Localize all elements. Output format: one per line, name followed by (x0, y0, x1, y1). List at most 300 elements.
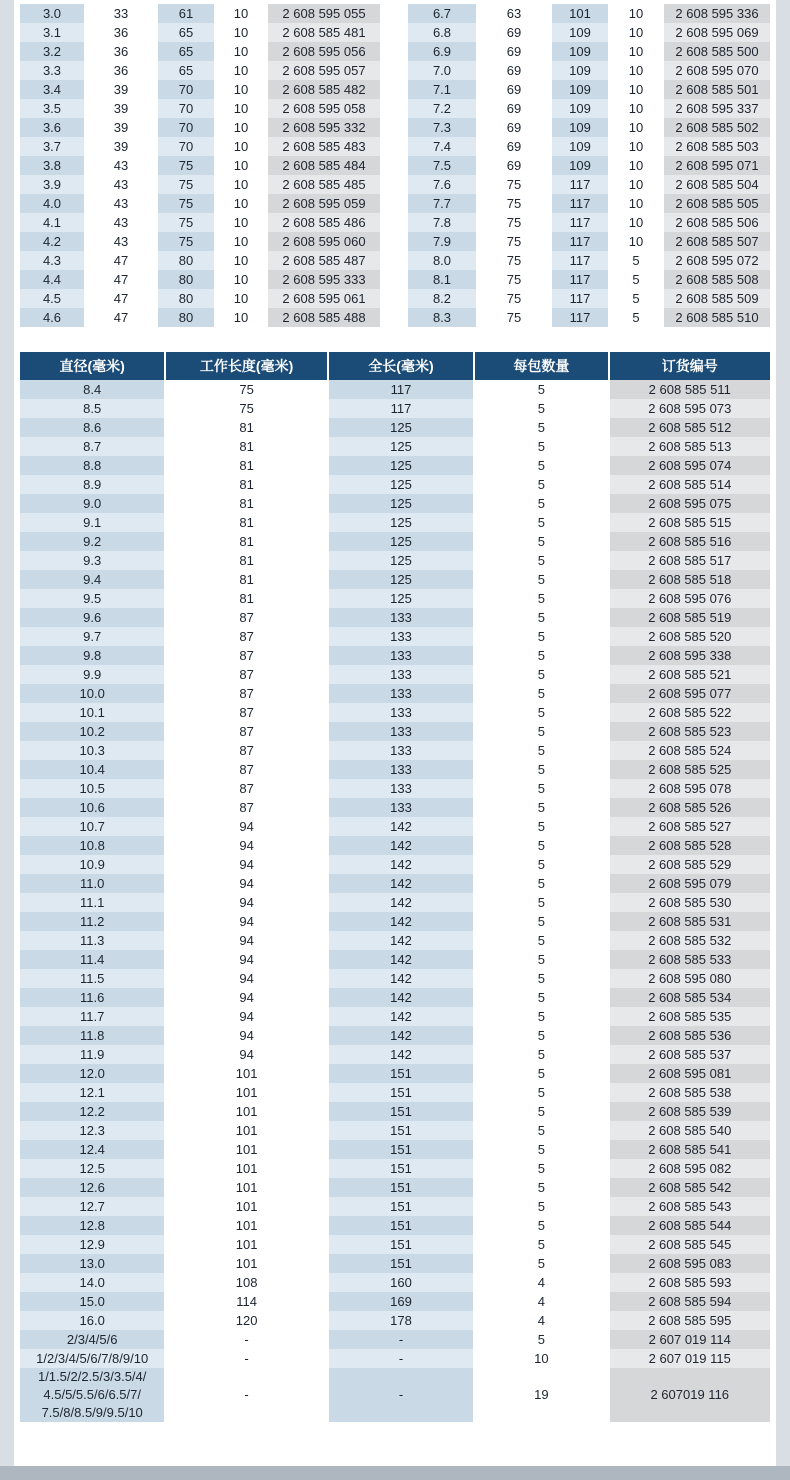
cell-total-length: 75 (158, 194, 214, 213)
cell-pack-quantity: 5 (475, 437, 607, 456)
cell-pack-quantity: 5 (475, 475, 607, 494)
cell-working-length: 81 (166, 589, 326, 608)
cell-pack-quantity: 5 (475, 589, 607, 608)
cell-diameter: 12.0 (20, 1064, 164, 1083)
cell-diameter: 8.9 (20, 475, 164, 494)
cell-order-number: 2 608 595 072 (664, 251, 770, 270)
cell-order-number: 2 608 585 512 (610, 418, 770, 437)
cell-order-number: 2 608 585 518 (610, 570, 770, 589)
cell-order-number: 2 608 585 528 (610, 836, 770, 855)
cell-working-length: 87 (166, 703, 326, 722)
cell-working-length: 101 (166, 1159, 326, 1178)
cell-pack-quantity: 10 (610, 156, 662, 175)
table-row (20, 703, 770, 722)
cell-diameter: 7.4 (408, 137, 476, 156)
cell-diameter: 12.1 (20, 1083, 164, 1102)
cell-order-number: 2 608 595 060 (268, 232, 380, 251)
cell-total-length: 125 (329, 551, 473, 570)
cell-pack-quantity: 5 (475, 513, 607, 532)
cell-pack-quantity: 10 (610, 175, 662, 194)
cell-diameter: 11.7 (20, 1007, 164, 1026)
cell-working-length: 94 (166, 855, 326, 874)
cell-working-length: 87 (166, 608, 326, 627)
cell-order-number: 2 608 585 503 (664, 137, 770, 156)
cell-diameter: 9.2 (20, 532, 164, 551)
cell-diameter: 7.5 (408, 156, 476, 175)
cell-pack-quantity: 10 (216, 4, 266, 23)
table-row (20, 80, 380, 99)
cell-pack-quantity: 10 (610, 23, 662, 42)
table-row (408, 23, 770, 42)
cell-pack-quantity: 19 (475, 1368, 607, 1422)
cell-order-number: 2 608 585 595 (610, 1311, 770, 1330)
cell-working-length: 63 (478, 4, 550, 23)
table-row (408, 175, 770, 194)
cell-pack-quantity: 10 (216, 118, 266, 137)
cell-working-length: 69 (478, 156, 550, 175)
table-row (20, 418, 770, 437)
cell-diameter: 8.2 (408, 289, 476, 308)
cell-diameter: 7.7 (408, 194, 476, 213)
cell-working-length: 81 (166, 437, 326, 456)
cell-diameter: 11.0 (20, 874, 164, 893)
cell-working-length: 94 (166, 950, 326, 969)
cell-working-length: 114 (166, 1292, 326, 1311)
cell-working-length: 39 (86, 137, 156, 156)
cell-pack-quantity: 10 (216, 175, 266, 194)
cell-total-length: 101 (552, 4, 608, 23)
cell-pack-quantity: 5 (475, 1102, 607, 1121)
cell-pack-quantity: 5 (475, 969, 607, 988)
bottom-bar (0, 1466, 790, 1480)
table-row (20, 380, 770, 399)
cell-diameter: 11.3 (20, 931, 164, 950)
cell-total-length: 169 (329, 1292, 473, 1311)
cell-pack-quantity: 10 (216, 23, 266, 42)
cell-order-number: 2 608 585 544 (610, 1216, 770, 1235)
cell-diameter: 8.8 (20, 456, 164, 475)
cell-diameter: 10.0 (20, 684, 164, 703)
cell-diameter: 8.1 (408, 270, 476, 289)
cell-working-length: 101 (166, 1083, 326, 1102)
cell-working-length: 81 (166, 551, 326, 570)
table-row (20, 684, 770, 703)
table-row (20, 722, 770, 741)
cell-pack-quantity: 5 (475, 418, 607, 437)
cell-working-length: 87 (166, 779, 326, 798)
cell-total-length: 142 (329, 969, 473, 988)
table-row (20, 1083, 770, 1102)
cell-diameter: 12.8 (20, 1216, 164, 1235)
cell-total-length: 75 (158, 175, 214, 194)
cell-total-length: 109 (552, 61, 608, 80)
cell-pack-quantity: 5 (475, 741, 607, 760)
cell-working-length: 43 (86, 175, 156, 194)
cell-pack-quantity: 5 (475, 1235, 607, 1254)
cell-total-length: 109 (552, 99, 608, 118)
table-row (20, 589, 770, 608)
table-row (408, 308, 770, 327)
cell-diameter: 3.2 (20, 42, 84, 61)
cell-order-number: 2 608 585 525 (610, 760, 770, 779)
cell-order-number: 2 608 595 057 (268, 61, 380, 80)
table-row (20, 646, 770, 665)
cell-diameter: 11.1 (20, 893, 164, 912)
cell-order-number: 2 608 595 076 (610, 589, 770, 608)
cell-total-length: - (329, 1368, 473, 1422)
cell-working-length: 101 (166, 1102, 326, 1121)
cell-total-length: 151 (329, 1235, 473, 1254)
cell-pack-quantity: 5 (475, 456, 607, 475)
table-row (408, 42, 770, 61)
cell-pack-quantity: 10 (216, 80, 266, 99)
cell-pack-quantity: 10 (610, 137, 662, 156)
cell-diameter: 3.3 (20, 61, 84, 80)
cell-working-length: 75 (478, 289, 550, 308)
cell-working-length: 43 (86, 213, 156, 232)
table-row (20, 308, 380, 327)
cell-diameter: 8.0 (408, 251, 476, 270)
cell-working-length: 94 (166, 874, 326, 893)
cell-working-length: 101 (166, 1254, 326, 1273)
table-row (20, 1216, 770, 1235)
cell-working-length: 81 (166, 418, 326, 437)
cell-order-number: 2 608 585 501 (664, 80, 770, 99)
cell-working-length: 94 (166, 836, 326, 855)
cell-order-number: 2 608 585 523 (610, 722, 770, 741)
cell-diameter: 3.9 (20, 175, 84, 194)
cell-diameter: 1/2/3/4/5/6/7/8/9/10 (20, 1349, 164, 1368)
cell-diameter: 7.6 (408, 175, 476, 194)
cell-working-length: 94 (166, 1007, 326, 1026)
table-row (408, 213, 770, 232)
cell-order-number: 2 608 595 333 (268, 270, 380, 289)
cell-pack-quantity: 5 (475, 1045, 607, 1064)
cell-order-number: 2 608 585 535 (610, 1007, 770, 1026)
header-order-number: 订货编号 (610, 352, 770, 380)
cell-diameter: 13.0 (20, 1254, 164, 1273)
cell-pack-quantity: 5 (475, 570, 607, 589)
cell-diameter: 3.8 (20, 156, 84, 175)
cell-working-length: 43 (86, 156, 156, 175)
table-row (408, 289, 770, 308)
cell-pack-quantity: 10 (610, 61, 662, 80)
cell-total-length: 142 (329, 855, 473, 874)
cell-pack-quantity: 5 (475, 494, 607, 513)
cell-order-number: 2 608 585 482 (268, 80, 380, 99)
cell-working-length: 81 (166, 456, 326, 475)
cell-diameter: 4.3 (20, 251, 84, 270)
cell-working-length: 101 (166, 1064, 326, 1083)
cell-working-length: 39 (86, 80, 156, 99)
table-row (20, 893, 770, 912)
cell-total-length: 151 (329, 1102, 473, 1121)
cell-diameter: 4.4 (20, 270, 84, 289)
cell-total-length: 70 (158, 118, 214, 137)
table-row (408, 194, 770, 213)
cell-pack-quantity: 5 (475, 779, 607, 798)
cell-order-number: 2 608 595 080 (610, 969, 770, 988)
table-row (20, 1045, 770, 1064)
cell-working-length: 87 (166, 684, 326, 703)
cell-total-length: 80 (158, 308, 214, 327)
table-row (20, 251, 380, 270)
cell-order-number: 2 608 585 488 (268, 308, 380, 327)
cell-pack-quantity: 10 (216, 232, 266, 251)
cell-total-length: 65 (158, 42, 214, 61)
cell-pack-quantity: 5 (475, 380, 607, 399)
cell-total-length: 151 (329, 1159, 473, 1178)
cell-working-length: 101 (166, 1121, 326, 1140)
cell-total-length: 109 (552, 156, 608, 175)
cell-diameter: 6.8 (408, 23, 476, 42)
table-row (20, 988, 770, 1007)
cell-order-number: 2 608 585 481 (268, 23, 380, 42)
cell-diameter: 9.0 (20, 494, 164, 513)
cell-diameter: 1/1.5/2/2.5/3/3.5/4/ 4.5/5/5.5/6/6.5/7/ 7.5/8/8.5/9/9.5/10 (20, 1368, 164, 1422)
cell-total-length: 142 (329, 988, 473, 1007)
cell-pack-quantity: 5 (475, 817, 607, 836)
cell-pack-quantity: 5 (475, 893, 607, 912)
cell-total-length: 117 (552, 308, 608, 327)
cell-working-length: 36 (86, 42, 156, 61)
cell-diameter: 4.2 (20, 232, 84, 251)
table-row (20, 1292, 770, 1311)
cell-pack-quantity: 5 (475, 1064, 607, 1083)
cell-working-length: 101 (166, 1140, 326, 1159)
cell-order-number: 2 608 585 545 (610, 1235, 770, 1254)
cell-diameter: 9.6 (20, 608, 164, 627)
cell-order-number: 2 608 585 532 (610, 931, 770, 950)
table-row (408, 4, 770, 23)
header-diameter: 直径(毫米) (20, 352, 164, 380)
cell-pack-quantity: 5 (475, 551, 607, 570)
cell-total-length: 80 (158, 289, 214, 308)
cell-working-length: 39 (86, 118, 156, 137)
cell-order-number: 2 608 585 531 (610, 912, 770, 931)
cell-pack-quantity: 10 (216, 213, 266, 232)
cell-order-number: 2 608 585 529 (610, 855, 770, 874)
cell-working-length: 75 (478, 232, 550, 251)
cell-order-number: 2 608 585 527 (610, 817, 770, 836)
header-pack-quantity: 每包数量 (475, 352, 607, 380)
cell-pack-quantity: 5 (475, 1254, 607, 1273)
cell-diameter: 3.1 (20, 23, 84, 42)
cell-order-number: 2 608 595 332 (268, 118, 380, 137)
cell-order-number: 2 608 595 056 (268, 42, 380, 61)
cell-total-length: 133 (329, 741, 473, 760)
cell-diameter: 9.4 (20, 570, 164, 589)
cell-working-length: 87 (166, 646, 326, 665)
cell-total-length: 117 (552, 175, 608, 194)
table-row (20, 1121, 770, 1140)
cell-total-length: 70 (158, 80, 214, 99)
cell-pack-quantity: 5 (475, 874, 607, 893)
cell-order-number: 2 608 585 534 (610, 988, 770, 1007)
cell-diameter: 11.8 (20, 1026, 164, 1045)
cell-diameter: 11.9 (20, 1045, 164, 1064)
table-row (20, 665, 770, 684)
cell-working-length: 75 (166, 399, 326, 418)
cell-diameter: 10.2 (20, 722, 164, 741)
cell-working-length: 43 (86, 232, 156, 251)
cell-total-length: 142 (329, 893, 473, 912)
cell-working-length: 69 (478, 99, 550, 118)
cell-working-length: 81 (166, 570, 326, 589)
cell-order-number: 2 608 585 485 (268, 175, 380, 194)
table-row (20, 1197, 770, 1216)
table-row (20, 4, 380, 23)
cell-pack-quantity: 5 (475, 1216, 607, 1235)
cell-order-number: 2 608 585 509 (664, 289, 770, 308)
cell-pack-quantity: 5 (475, 608, 607, 627)
cell-diameter: 12.5 (20, 1159, 164, 1178)
cell-pack-quantity: 5 (475, 950, 607, 969)
cell-total-length: - (329, 1330, 473, 1349)
cell-working-length: 75 (478, 251, 550, 270)
cell-working-length: 69 (478, 61, 550, 80)
cell-total-length: 142 (329, 874, 473, 893)
cell-order-number: 2 608 585 511 (610, 380, 770, 399)
cell-pack-quantity: 5 (475, 684, 607, 703)
table-row (20, 1102, 770, 1121)
table-row (20, 23, 380, 42)
cell-working-length: 87 (166, 722, 326, 741)
cell-working-length: 87 (166, 760, 326, 779)
cell-diameter: 4.6 (20, 308, 84, 327)
cell-pack-quantity: 4 (475, 1311, 607, 1330)
cell-diameter: 16.0 (20, 1311, 164, 1330)
cell-order-number: 2 608 585 502 (664, 118, 770, 137)
cell-working-length: 36 (86, 61, 156, 80)
table-row (20, 836, 770, 855)
cell-diameter: 8.7 (20, 437, 164, 456)
cell-total-length: 80 (158, 251, 214, 270)
cell-pack-quantity: 10 (475, 1349, 607, 1368)
cell-diameter: 11.6 (20, 988, 164, 1007)
cell-total-length: - (329, 1349, 473, 1368)
cell-diameter: 14.0 (20, 1273, 164, 1292)
cell-order-number: 2 608 585 536 (610, 1026, 770, 1045)
cell-total-length: 117 (552, 289, 608, 308)
table-row (20, 513, 770, 532)
cell-pack-quantity: 5 (475, 1159, 607, 1178)
cell-diameter: 10.5 (20, 779, 164, 798)
cell-total-length: 151 (329, 1254, 473, 1273)
cell-pack-quantity: 10 (216, 61, 266, 80)
cell-working-length: 69 (478, 118, 550, 137)
cell-pack-quantity: 10 (216, 42, 266, 61)
cell-diameter: 6.9 (408, 42, 476, 61)
cell-working-length: 108 (166, 1273, 326, 1292)
cell-total-length: 75 (158, 213, 214, 232)
cell-order-number: 2 608 585 519 (610, 608, 770, 627)
cell-total-length: 142 (329, 912, 473, 931)
cell-total-length: 109 (552, 118, 608, 137)
cell-order-number: 2 608 595 337 (664, 99, 770, 118)
cell-total-length: 142 (329, 1007, 473, 1026)
cell-pack-quantity: 5 (475, 1007, 607, 1026)
cell-pack-quantity: 5 (610, 270, 662, 289)
table-row (20, 1330, 770, 1349)
cell-order-number: 2 608 585 540 (610, 1121, 770, 1140)
cell-total-length: 151 (329, 1140, 473, 1159)
cell-total-length: 125 (329, 494, 473, 513)
table-row (20, 1311, 770, 1330)
cell-pack-quantity: 5 (475, 665, 607, 684)
cell-total-length: 133 (329, 722, 473, 741)
cell-total-length: 109 (552, 80, 608, 99)
cell-total-length: 117 (552, 251, 608, 270)
cell-working-length: 81 (166, 532, 326, 551)
cell-diameter: 11.2 (20, 912, 164, 931)
cell-diameter: 6.7 (408, 4, 476, 23)
cell-total-length: 70 (158, 137, 214, 156)
cell-order-number: 2 608 595 075 (610, 494, 770, 513)
cell-pack-quantity: 5 (475, 1330, 607, 1349)
cell-diameter: 12.9 (20, 1235, 164, 1254)
cell-diameter: 4.0 (20, 194, 84, 213)
cell-order-number: 2 608 595 055 (268, 4, 380, 23)
table-row (20, 798, 770, 817)
cell-order-number: 2 608 585 530 (610, 893, 770, 912)
cell-diameter: 12.3 (20, 1121, 164, 1140)
cell-diameter: 12.2 (20, 1102, 164, 1121)
table-row (20, 1064, 770, 1083)
cell-working-length: 87 (166, 741, 326, 760)
cell-working-length: 87 (166, 798, 326, 817)
cell-working-length: 94 (166, 893, 326, 912)
cell-order-number: 2 608 585 541 (610, 1140, 770, 1159)
cell-order-number: 2 608 595 077 (610, 684, 770, 703)
cell-total-length: 70 (158, 99, 214, 118)
cell-working-length: 39 (86, 99, 156, 118)
cell-order-number: 2 608 595 071 (664, 156, 770, 175)
cell-diameter: 12.4 (20, 1140, 164, 1159)
cell-working-length: 81 (166, 513, 326, 532)
cell-order-number: 2 608 595 061 (268, 289, 380, 308)
cell-working-length: 43 (86, 194, 156, 213)
cell-total-length: 142 (329, 931, 473, 950)
cell-pack-quantity: 5 (475, 646, 607, 665)
cell-pack-quantity: 5 (610, 308, 662, 327)
cell-diameter: 10.3 (20, 741, 164, 760)
table-row (408, 118, 770, 137)
cell-diameter: 9.5 (20, 589, 164, 608)
cell-total-length: 133 (329, 665, 473, 684)
cell-order-number: 2 608 585 508 (664, 270, 770, 289)
cell-order-number: 2 608 585 514 (610, 475, 770, 494)
cell-pack-quantity: 5 (475, 760, 607, 779)
cell-total-length: 109 (552, 23, 608, 42)
cell-order-number: 2 608 585 487 (268, 251, 380, 270)
cell-diameter: 3.7 (20, 137, 84, 156)
cell-order-number: 2 608 595 078 (610, 779, 770, 798)
cell-total-length: 125 (329, 418, 473, 437)
cell-pack-quantity: 5 (475, 399, 607, 418)
cell-diameter: 9.1 (20, 513, 164, 532)
cell-total-length: 75 (158, 232, 214, 251)
table-row (20, 194, 380, 213)
cell-pack-quantity: 10 (216, 289, 266, 308)
main-spec-table (18, 352, 772, 1422)
cell-pack-quantity: 4 (475, 1273, 607, 1292)
table-row (20, 874, 770, 893)
table-row (408, 156, 770, 175)
cell-order-number: 2 608 585 593 (610, 1273, 770, 1292)
cell-diameter: 2/3/4/5/6 (20, 1330, 164, 1349)
cell-total-length: 133 (329, 684, 473, 703)
